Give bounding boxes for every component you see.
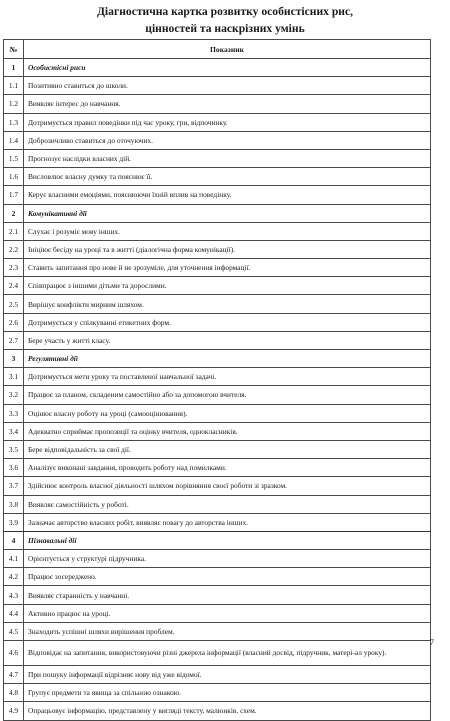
table-row <box>4 440 431 458</box>
indicator-text: Відповідає на запитання, використовуючи різні джерела інформації (власний досвід, підручник, матері-ал уроку). <box>24 641 431 666</box>
table-row <box>4 295 431 313</box>
table-row <box>4 331 431 349</box>
table-row <box>4 568 431 586</box>
table-header-row <box>4 40 431 59</box>
indicator-text: Слухає і розуміє мову інших. <box>24 222 431 240</box>
row-number: 2.4 <box>4 277 24 295</box>
row-number: 2.3 <box>4 259 24 277</box>
row-number: 4.7 <box>4 666 24 684</box>
table-row <box>4 604 431 622</box>
indicator-text: Бере участь у житті класу. <box>24 331 431 349</box>
indicator-text: Висловлює власну думку та пояснює її. <box>24 168 431 186</box>
title-line-1: Діагностична картка розвитку особистісних рис, <box>96 5 354 18</box>
table-row <box>4 168 431 186</box>
table-row <box>4 422 431 440</box>
table-row <box>4 641 431 666</box>
indicator-text: Адекватно сприймає пропозиції та оцінку вчителя, однокласників. <box>24 422 431 440</box>
section-row <box>4 531 431 549</box>
row-number: 1.2 <box>4 95 24 113</box>
section-title: Особистісні риси <box>24 59 431 77</box>
table-row <box>4 131 431 149</box>
indicator-text: Доброзичливо ставиться до оточуючих. <box>24 131 431 149</box>
indicator-text: Бере відповідальність за свої дії. <box>24 440 431 458</box>
indicator-text: Виявляє самостійність у роботі. <box>24 495 431 513</box>
indicator-text: Співпрацює з іншими дітьми та дорослими. <box>24 277 431 295</box>
indicator-text: Опрацьовує інформацію, представлену у вигляді тексту, малюнків, схем. <box>24 702 431 720</box>
row-number: 3.5 <box>4 440 24 458</box>
row-number: 3.7 <box>4 477 24 495</box>
table-row <box>4 95 431 113</box>
page-number: 7 <box>429 637 434 647</box>
row-number: 2.1 <box>4 222 24 240</box>
row-number: 2.7 <box>4 331 24 349</box>
table-row <box>4 550 431 568</box>
indicator-text: При пошуку інформації відрізняє нову від уже відомої. <box>24 666 431 684</box>
indicator-text: Оцінює власну роботу на уроці (самооцінювання). <box>24 404 431 422</box>
indicator-text: Виявляє інтерес до навчання. <box>24 95 431 113</box>
table-row <box>4 684 431 702</box>
table-row <box>4 459 431 477</box>
table-row <box>4 77 431 95</box>
section-row <box>4 350 431 368</box>
row-number: 1.3 <box>4 113 24 131</box>
table-row <box>4 586 431 604</box>
row-number: 2 <box>4 204 24 222</box>
indicator-text: Дотримується у спілкуванні етикетних форм. <box>24 313 431 331</box>
table-row <box>4 222 431 240</box>
table-row <box>4 495 431 513</box>
indicator-text: Зазначає авторство власних робіт, виявляє повагу до авторства інших. <box>24 513 431 531</box>
column-header-number: № <box>4 40 24 59</box>
row-number: 4.2 <box>4 568 24 586</box>
row-number: 3.4 <box>4 422 24 440</box>
indicator-text: Ініціює бесіду на уроці та в житті (діалогічна форма комунікації). <box>24 240 431 258</box>
table-row <box>4 259 431 277</box>
table-row <box>4 240 431 258</box>
table-row <box>4 186 431 204</box>
row-number: 3.3 <box>4 404 24 422</box>
indicator-text: Позитивно ставиться до школи. <box>24 77 431 95</box>
row-number: 4.8 <box>4 684 24 702</box>
section-row <box>4 204 431 222</box>
column-header-indicator: Показник <box>24 40 431 59</box>
section-row <box>4 59 431 77</box>
table-row <box>4 113 431 131</box>
section-title: Регулятивні дії <box>24 350 431 368</box>
indicator-text: Орієнтується у структурі підручника. <box>24 550 431 568</box>
indicator-text: Групує предмети та явища за спільною ознакою. <box>24 684 431 702</box>
table-body <box>4 59 431 721</box>
row-number: 1 <box>4 59 24 77</box>
indicator-text: Працює за планом, складеним самостійно або за допомогою вчителя. <box>24 386 431 404</box>
page-title <box>0 3 450 37</box>
table-row <box>4 513 431 531</box>
row-number: 2.6 <box>4 313 24 331</box>
row-number: 4.6 <box>4 641 24 666</box>
indicator-text: Прогнозує наслідки власних дій. <box>24 149 431 167</box>
row-number: 1.7 <box>4 186 24 204</box>
indicator-text: Дотримується правил поведінки під час уроку, гри, відпочинку. <box>24 113 431 131</box>
table-row <box>4 149 431 167</box>
row-number: 3.9 <box>4 513 24 531</box>
indicator-text: Активно працює на уроці. <box>24 604 431 622</box>
table-row <box>4 404 431 422</box>
indicator-text: Дотримується мети уроку та поставленої навчальної задачі. <box>24 368 431 386</box>
row-number: 4.4 <box>4 604 24 622</box>
table-row <box>4 368 431 386</box>
table-row <box>4 622 431 640</box>
indicator-text: Працює зосереджено. <box>24 568 431 586</box>
section-title: Пізнавальні дії <box>24 531 431 549</box>
indicator-text: Вирішує конфлікти мирним шляхом. <box>24 295 431 313</box>
row-number: 3.8 <box>4 495 24 513</box>
row-number: 2.5 <box>4 295 24 313</box>
row-number: 3.2 <box>4 386 24 404</box>
indicator-text: Здійснює контроль власної діяльності шляхом порівняння своєї роботи зі зразком. <box>24 477 431 495</box>
section-title: Комунікативні дії <box>24 204 431 222</box>
row-number: 1.6 <box>4 168 24 186</box>
title-line-2: цінностей та наскрізних умінь <box>145 22 305 35</box>
row-number: 3 <box>4 350 24 368</box>
indicator-text: Аналізує виконані завдання, проводить роботу над помилками. <box>24 459 431 477</box>
table-row <box>4 702 431 720</box>
row-number: 4.9 <box>4 702 24 720</box>
row-number: 4.3 <box>4 586 24 604</box>
table-row <box>4 386 431 404</box>
row-number: 3.1 <box>4 368 24 386</box>
table-row <box>4 277 431 295</box>
indicator-text: Знаходить успішні шляхи вирішення проблем. <box>24 622 431 640</box>
row-number: 4 <box>4 531 24 549</box>
row-number: 2.2 <box>4 240 24 258</box>
row-number: 4.5 <box>4 622 24 640</box>
indicator-text: Виявляє старанність у навчанні. <box>24 586 431 604</box>
table-row <box>4 666 431 684</box>
row-number: 4.1 <box>4 550 24 568</box>
table-row <box>4 313 431 331</box>
row-number: 1.5 <box>4 149 24 167</box>
indicator-text: Керує власними емоціями, пояснюючи їхній вплив на поведінку. <box>24 186 431 204</box>
indicator-text: Ставить запитання про нове й не зрозуміле, для уточнення інформації. <box>24 259 431 277</box>
row-number: 1.1 <box>4 77 24 95</box>
row-number: 1.4 <box>4 131 24 149</box>
row-number: 3.6 <box>4 459 24 477</box>
table-row <box>4 477 431 495</box>
diagnostic-table <box>3 39 431 721</box>
